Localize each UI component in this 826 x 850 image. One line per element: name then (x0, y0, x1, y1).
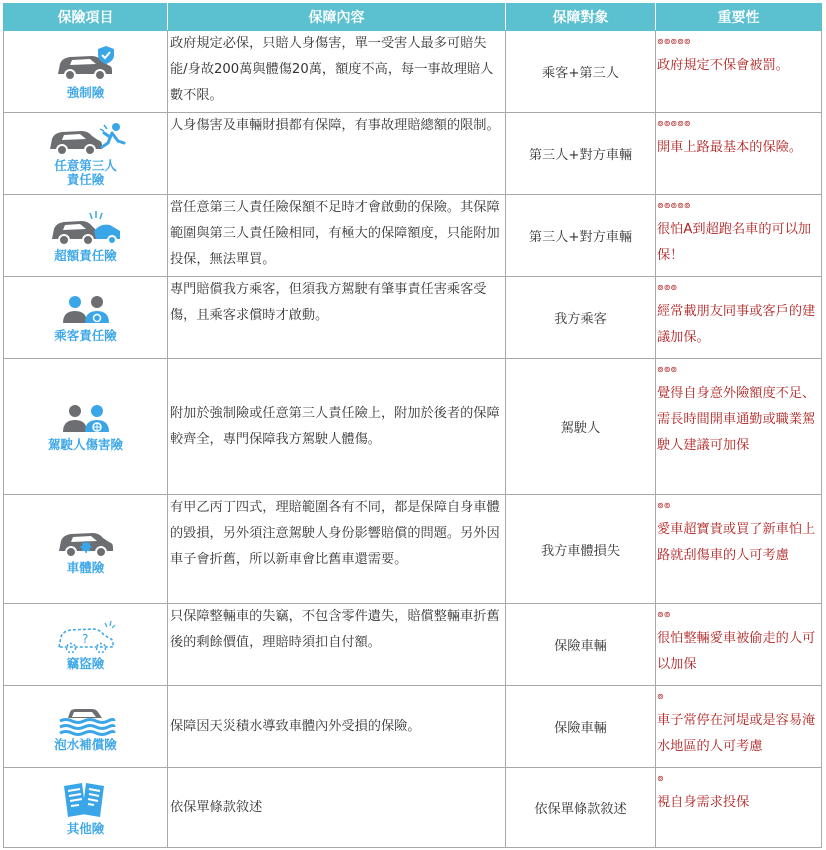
row-item-label: 駕駛人傷害險 (47, 436, 123, 452)
row-importance-cell (656, 31, 822, 113)
car-collision-icon (50, 209, 122, 247)
row-target-cell: 駕駛人 (506, 359, 656, 495)
row-item-cell (4, 359, 168, 495)
importance-text: 很怕A到超跑名車的可以加保！ (657, 222, 812, 263)
row-item-label: 泡水補償險 (54, 736, 117, 752)
row-content-cell: 政府規定必保，只賠人身傷害，單一受害人最多可賠失能/身故200萬與體傷20萬，額度不高，每一事故理賠人數不限。 (168, 31, 506, 113)
row-content-cell: 保障因天災積水導致車體內外受損的保險。 (168, 686, 506, 768)
row-importance-cell (656, 768, 822, 848)
row-importance-cell (656, 359, 822, 495)
row-importance-cell (656, 686, 822, 768)
row-target-cell: 依保單條款敘述 (506, 768, 656, 848)
importance-text: 開車上路最基本的保險。 (657, 140, 803, 155)
row-content-cell: 只保障整輛車的失竊，不包含零件遺失，賠償整輛車折舊後的剩餘價值，理賠時須扣自付額。 (168, 604, 506, 686)
header-importance: 重要性 (656, 4, 822, 31)
row-content-cell: 有甲乙丙丁四式，理賠範圍各有不同，都是保障自身車體的毀損，另外須注意駕駛人身份影響賠償的問題。另外因車子會折舊，所以新車會比舊車還需要。 (168, 495, 506, 604)
table-row (4, 768, 822, 848)
row-item-cell (4, 195, 168, 277)
row-target-cell: 我方乘客 (506, 277, 656, 359)
row-item-label (4, 159, 167, 187)
row-target-cell: 保險車輛 (506, 604, 656, 686)
row-target-cell: 保險車輛 (506, 686, 656, 768)
passengers-icon (61, 293, 111, 327)
row-importance-cell (656, 277, 822, 359)
importance-text: 經常載朋友同事或客戶的建議加保。 (657, 304, 816, 345)
row-item-cell (4, 604, 168, 686)
row-item-cell (4, 768, 168, 848)
row-item-cell (4, 686, 168, 768)
importance-rating: ⊚⊚ (657, 501, 671, 510)
row-importance-cell (656, 495, 822, 604)
importance-rating: ⊚⊚⊚ (657, 283, 678, 292)
row-content-cell: 依保單條款敘述 (168, 768, 506, 848)
table-row (4, 277, 822, 359)
table-row (4, 359, 822, 495)
flooded-car-icon (56, 702, 116, 736)
header-item: 保險項目 (4, 4, 168, 31)
table-row (4, 495, 822, 604)
row-item-label: 其他險 (66, 820, 105, 836)
row-item-label-line: 任意第三人 (54, 157, 117, 173)
row-content-cell: 專門賠償我方乘客，但須我方駕駛有肇事責任害乘客受傷，且乘客求償時才啟動。 (168, 277, 506, 359)
row-content-cell: 當任意第三人責任險保額不足時才會啟動的保險。其保障範圍與第三人責任險相同，有極大的保障額度，只能附加投保，無法單買。 (168, 195, 506, 277)
row-content-cell: 附加於強制險或任意第三人責任險上，附加於後者的保障較齊全，專門保障我方駕駛人體傷。 (168, 359, 506, 495)
header-target: 保障對象 (506, 4, 656, 31)
row-item-cell (4, 31, 168, 113)
row-item-label: 竊盜險 (66, 655, 105, 671)
row-item-label-line: 責任險 (66, 171, 105, 187)
svg-text:?: ? (81, 631, 88, 646)
table-row (4, 604, 822, 686)
stolen-car-icon (55, 619, 117, 655)
importance-rating: ⊚⊚⊚⊚⊚ (657, 37, 691, 46)
row-target-cell: 第三人+對方車輛 (506, 195, 656, 277)
insurance-comparison-table (3, 3, 822, 848)
importance-rating: ⊚ (657, 774, 664, 783)
row-importance-cell (656, 604, 822, 686)
table-row (4, 686, 822, 768)
row-item-label: 超額責任險 (54, 247, 117, 263)
importance-text: 愛車超寶貴或買了新車怕上路就刮傷車的人可考慮 (657, 522, 816, 563)
importance-text: 政府規定不保會被罰。 (657, 58, 789, 73)
row-target-cell: 乘客+第三人 (506, 31, 656, 113)
importance-text: 很怕整輛愛車被偷走的人可以加保 (657, 631, 816, 672)
importance-rating: ⊚⊚⊚⊚⊚ (657, 119, 691, 128)
row-item-cell (4, 277, 168, 359)
importance-rating: ⊚⊚⊚⊚⊚ (657, 201, 691, 210)
table-header-row (4, 4, 822, 31)
row-target-cell: 我方車體損失 (506, 495, 656, 604)
table-row (4, 31, 822, 113)
importance-text: 覺得自身意外險額度不足、需長時間開車通勤或職業駕駛人建議可加保 (657, 386, 816, 453)
documents-icon (60, 780, 112, 820)
importance-rating: ⊚⊚ (657, 610, 671, 619)
driver-icon (61, 402, 111, 436)
car-hitting-pedestrian-icon (46, 121, 126, 157)
row-item-cell (4, 113, 168, 195)
row-item-label: 乘客責任險 (54, 327, 117, 343)
row-content-cell: 人身傷害及車輛財損都有保障，有事故理賠總額的限制。 (168, 113, 506, 195)
table-row (4, 113, 822, 195)
row-importance-cell (656, 195, 822, 277)
importance-text: 視自身需求投保 (657, 795, 750, 810)
car-shield-icon (52, 44, 120, 84)
row-importance-cell (656, 113, 822, 195)
car-damage-icon (55, 523, 117, 559)
row-target-cell: 第三人+對方車輛 (506, 113, 656, 195)
row-item-label: 車體險 (66, 560, 105, 575)
importance-rating: ⊚⊚⊚ (657, 365, 678, 374)
header-content: 保障內容 (168, 4, 506, 31)
importance-rating: ⊚ (657, 692, 664, 701)
importance-text: 車子常停在河堤或是容易淹水地區的人可考慮 (657, 713, 816, 754)
row-item-label: 強制險 (66, 84, 105, 100)
table-row (4, 195, 822, 277)
insurance-table-wrapper (3, 3, 821, 848)
row-item-cell (4, 495, 168, 604)
